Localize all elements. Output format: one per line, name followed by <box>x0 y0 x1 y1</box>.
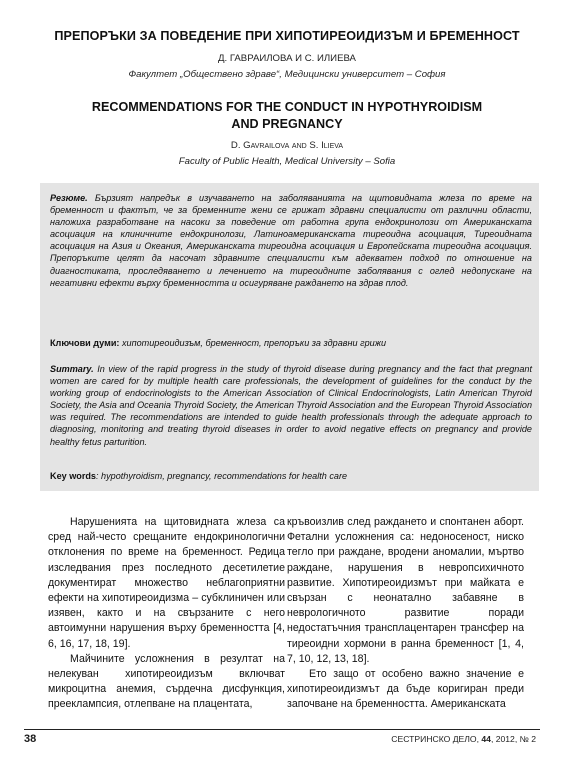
abstract-english-label: Summary. <box>50 364 94 374</box>
title-english-line2: AND PREGNANCY <box>231 117 343 131</box>
abstract-bulgarian-text: Бързият напредък в изучаването на заболяванията на щитовидната жлеза по време на бременност и фактът, че за бременните жени се грижат здравни специалисти от различни области, наложиха разработване на насоки за поведение от работна група ендокринолози от Американската асоциация на клиничните ендокринолози, Латиноамериканската тиреоидна асоциация, Тиреоидната асоциация на Азия и Океания, Американската тиреоидна асоциация и Европейската тиреоидна асоциация. Препоръките целят да насочат здравните специалисти към адекватен подход по отношение на диагностиката, проследяването и лечението на тиреоидните заболявания с оглед недопускане на негативни ефекти върху бременността и осигуряване раждането на здрав плод. <box>50 193 532 288</box>
body-paragraph: Нарушенията на щитовидната жлеза са сред най-често срещаните ендокринологични отклонения по време на бременност. Редица изследвания през последното десетилетие документират множество неблагоприятни ефекти на хипотиреоидизма – субклиничен или изявен, както и на свързаните с него автоимунни нарушения върху бременността [4, 6, 16, 17, 18, 19]. <box>48 516 285 650</box>
keywords-bulgarian-text: хипотиреоидизъм, бременност, препоръки за здравни грижи <box>122 338 387 348</box>
authors-english: D. Gavrailova and S. Ilieva <box>230 140 344 151</box>
title-bulgarian: ПРЕПОРЪКИ ЗА ПОВЕДЕНИЕ ПРИ ХИПОТИРЕОИДИЗЪМ И БРЕМЕННОСТ <box>54 29 520 43</box>
title-english <box>40 99 534 133</box>
abstract-bulgarian-label: Резюме. <box>50 193 88 203</box>
authors-bulgarian: Д. ГАВРАИЛОВА И С. ИЛИЕВА <box>218 53 356 64</box>
abstract-english-text: In view of the rapid progress in the study of thyroid disease during pregnancy and the fact that pregnant women are cared for by multiple health care professionals, the development of guidelines for the conduct by the working group of endocrinologists to the American Association of Clinical Endocrinologists, Latin American Thyroid Society, the Asia and Oceania Thyroid Society, the American Thyroid Association and the European Thyroid Association was required. The recommendations are intended to guide health professionals through the adequate approach to diagnosing, monitoring and treating thyroid diseases in order to avoid negative effects on pregnancy and provide healthy fetus parturition. <box>50 364 533 447</box>
abstract-english <box>50 363 532 448</box>
body-column-right <box>287 515 524 713</box>
keywords-bulgarian-label: Ключови думи: <box>50 338 120 348</box>
keywords-bulgarian <box>50 337 532 349</box>
journal-year-issue: , 2012, № 2 <box>490 734 536 744</box>
affiliation-english: Faculty of Public Health, Medical University – Sofia <box>178 156 396 167</box>
keywords-english <box>50 470 532 482</box>
body-paragraph: кръвоизлив след раждането и спонтанен аборт. Фетални усложнения са: недоносеност, ниско тегло при раждане, вродени аномалии, мъртво раждане, нарушения в невропсихичното развитие. Хипотиреоидизмът при майката е свързан с неонатално забавяне в неврологичното развитие поради недостатъчния трансплацентарен трансфер на тиреоидни хормони в ранна бременност [1, 4, 7, 10, 12, 13, 18]. <box>287 516 524 665</box>
keywords-english-text: : hypothyroidism, pregnancy, recommendations for health care <box>96 471 348 481</box>
body-paragraph: Ето защо от особено важно значение е хипотиреоидизмът да бъде коригиран преди започване на бременността. Американската <box>287 668 524 711</box>
keywords-english-label: Key words <box>50 471 96 481</box>
abstract-bulgarian <box>50 192 532 289</box>
journal-volume: 44 <box>481 734 491 744</box>
body-column-left <box>48 515 285 713</box>
journal-citation <box>391 734 536 744</box>
page-number: 38 <box>24 733 37 745</box>
body-paragraph: Майчините усложнения в резултат на нелекуван хипотиреоидизъм включват микроцитна анемия, сърдечна дисфункция, прееклампсия, отлепване на плацентата, <box>48 652 285 711</box>
title-english-line1: RECOMMENDATIONS FOR THE CONDUCT IN HYPOTHYROIDISM <box>91 100 483 114</box>
journal-name: СЕСТРИНСКО ДЕЛО, <box>391 734 479 744</box>
affiliation-bulgarian: Факултет „Обществено здраве“, Медицински университет – София <box>128 69 446 80</box>
footer-rule <box>24 729 540 730</box>
